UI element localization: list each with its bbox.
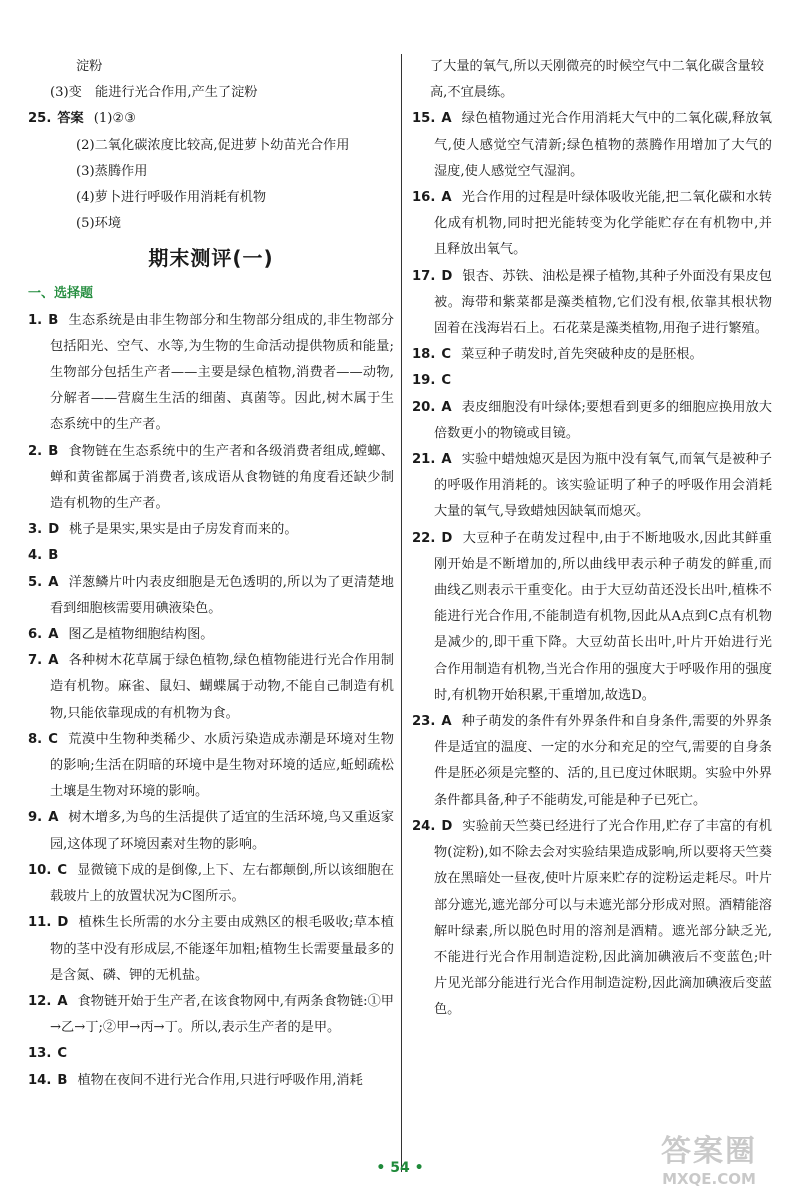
- answer-explanation: 荒漠中生物种类稀少、水质污染造成赤潮是环境对生物的影响;生活在阴暗的环境中是生物对环境的适应,蚯蚓疏松土壤是生物对环境的影响。: [50, 731, 394, 800]
- answer-explanation: 生态系统是由非生物部分和生物部分组成的,非生物部分包括阳光、空气、水等,为生物的生命活动提供物质和能量;生物部分包括生产者——主要是绿色植物,消费者——动物,分解者——营腐生生活的细菌、真菌等。因此,树木属于生态系统中的生产者。: [50, 312, 394, 433]
- left-column: [28, 54, 394, 1094]
- answer-number: 7.: [28, 653, 43, 669]
- answer-explanation: 显微镜下成的是倒像,上下、左右都颠倒,所以该细胞在载玻片上的放置状况为C图所示。: [50, 862, 394, 905]
- answer-choice: B: [48, 443, 59, 459]
- answer-item: [412, 814, 772, 1024]
- answer-24-part-3: (3)变 能进行光合作用,产生了淀粉: [50, 85, 258, 101]
- answer-number: 10.: [28, 862, 52, 878]
- answer-choice: A: [48, 627, 59, 643]
- answer-25-part-5: (5)环境: [76, 216, 122, 232]
- answer-item: [28, 989, 394, 1041]
- answer-choice: A: [441, 452, 452, 468]
- answer-choice: A: [441, 399, 452, 415]
- answer-choice: A: [48, 653, 59, 669]
- answer-explanation: 洋葱鳞片叶内表皮细胞是无色透明的,所以为了更清楚地看到细胞核需要用碘液染色。: [50, 574, 394, 616]
- answer-choice: C: [441, 347, 452, 363]
- answer-item: [412, 106, 772, 185]
- answer-explanation: 树木增多,为鸟的生活提供了适宜的生活环境,鸟又重返家园,这体现了环境因素对生物的影响。: [50, 810, 394, 852]
- answer-item: [412, 526, 772, 709]
- answer-item: [28, 648, 394, 727]
- left-answer-list: [28, 308, 394, 1094]
- answer-choice: D: [441, 530, 453, 546]
- answer-choice: B: [48, 548, 59, 564]
- answer-number: 21.: [412, 452, 436, 468]
- answer-explanation: 绿色植物通过光合作用消耗大气中的二氧化碳,释放氧气,使人感觉空气清新;绿色植物的蒸腾作用增加了大气的湿度,使人感觉空气湿润。: [434, 111, 772, 179]
- answer-explanation: 菜豆种子萌发时,首先突破种皮的是胚根。: [461, 347, 703, 363]
- answer-number: 9.: [28, 810, 43, 826]
- section-title: 期末测评(一): [148, 246, 274, 271]
- answer-25-part-1: (1)②③: [93, 111, 137, 127]
- section-heading: 一、选择题: [28, 286, 94, 302]
- answer-number: 20.: [412, 399, 436, 415]
- answer-25-part-3: (3)蒸腾作用: [76, 163, 148, 179]
- watermark-en: MXQE.COM: [662, 1170, 756, 1188]
- answer-item: [412, 447, 772, 526]
- answer-item: [412, 709, 772, 814]
- answer-choice: B: [48, 312, 59, 328]
- answer-item: [28, 1068, 394, 1094]
- answer-choice: A: [441, 111, 452, 127]
- answer-number: 15.: [412, 111, 436, 127]
- answer-choice: C: [48, 731, 58, 747]
- watermark-cn: 答案圈: [661, 1134, 757, 1169]
- answer-item: [28, 517, 394, 543]
- answer-choice: A: [48, 810, 59, 826]
- answer-continuation: 淀粉: [76, 59, 103, 74]
- answer-choice: B: [57, 1072, 68, 1088]
- answer-choice: A: [441, 714, 452, 730]
- answer-number: 16.: [412, 190, 436, 206]
- answer-explanation: 实验中蜡烛熄灭是因为瓶中没有氧气,而氧气是被种子的呼吸作用消耗的。该实验证明了种子的呼吸作用会消耗大量的氧气,导致蜡烛因缺氧而熄灭。: [434, 452, 772, 520]
- answer-choice: D: [48, 522, 60, 538]
- answer-explanation: 植物在夜间不进行光合作用,只进行呼吸作用,消耗: [77, 1072, 363, 1088]
- answer-explanation: 植株生长所需的水分主要由成熟区的根毛吸收;草本植物的茎中没有形成层,不能逐年加粗;植物生长需要量最多的是含氮、磷、钾的无机盐。: [50, 915, 394, 983]
- answer-number: 17.: [412, 268, 436, 284]
- answer-explanation: 各种树木花草属于绿色植物,绿色植物能进行光合作用制造有机物。麻雀、鼠妇、蝴蝶属于动物,不能自己制造有机物,只能依靠现成的有机物为食。: [50, 653, 394, 721]
- answer-item: [28, 543, 394, 569]
- answer-item: [412, 264, 772, 343]
- answer-number: 18.: [412, 347, 436, 363]
- answer-number: 23.: [412, 714, 436, 730]
- answer-choice: C: [441, 373, 452, 389]
- answer-number: 24.: [412, 818, 436, 834]
- answer-choice: D: [441, 818, 453, 834]
- answer-number: 22.: [412, 530, 436, 546]
- right-column: [412, 54, 772, 1024]
- answer-number: 4.: [28, 548, 43, 564]
- answer-explanation: 种子萌发的条件有外界条件和自身条件,需要的外界条件是适宜的温度、一定的水分和充足的空气,需要的自身条件是胚必须是完整的、活的,且已度过休眠期。实验中外界条件都具备,种子不能萌发,可能是种子已死亡。: [434, 714, 772, 808]
- answer-number: 5.: [28, 574, 43, 590]
- answer-explanation: 食物链在生态系统中的生产者和各级消费者组成,螳螂、蝉和黄雀都属于消费者,该成语从食物链的角度看还缺少制造有机物的生产者。: [50, 443, 394, 512]
- answer-explanation: 桃子是果实,果实是由子房发育而来的。: [69, 522, 298, 538]
- answer-number: 13.: [28, 1046, 52, 1062]
- answer-number: 14.: [28, 1072, 52, 1088]
- answer-item: [28, 439, 394, 518]
- answer-number: 19.: [412, 373, 436, 389]
- column-divider: [401, 54, 402, 1172]
- answer-number: 8.: [28, 731, 43, 747]
- answer-14-continuation: 了大量的氧气,所以天刚微亮的时候空气中二氧化碳含量较高,不宜晨练。: [430, 59, 764, 101]
- answer-number: 11.: [28, 915, 52, 931]
- answer-explanation: 银杏、苏铁、油松是裸子植物,其种子外面没有果皮包被。海带和紫菜都是藻类植物,它们没有根,依靠其根状物固着在浅海岩石上。石花菜是藻类植物,用孢子进行繁殖。: [434, 268, 772, 337]
- right-answer-list: [412, 106, 772, 1023]
- answer-25-number: 25.: [28, 111, 52, 127]
- answer-25: [28, 106, 394, 132]
- answer-number: 2.: [28, 443, 43, 459]
- answer-item: [28, 910, 394, 989]
- answer-explanation: 大豆种子在萌发过程中,由于不断地吸水,因此其鲜重刚开始是不断增加的,所以曲线甲表示种子萌发的鲜重,而曲线乙则表示干重变化。由于大豆幼苗还没长出叶,植株不能进行光合作用,不能制造有机物,因此从A点到C点有机物是减少的,即干重下降。大豆幼苗长出叶,叶片开始进行光合作用制造有机物,当光合作用的强度大于呼吸作用的强度时,有机物开始积累,干重增加,故选D。: [434, 530, 772, 703]
- answer-item: [28, 858, 394, 910]
- answer-explanation: 图乙是植物细胞结构图。: [68, 627, 214, 643]
- answer-number: 1.: [28, 312, 43, 328]
- answer-choice: A: [441, 190, 452, 206]
- answer-explanation: 光合作用的过程是叶绿体吸收光能,把二氧化碳和水转化成有机物,同时把光能转变为化学能贮存在有机物中,并且释放出氧气。: [434, 190, 772, 258]
- page-number: • 54 •: [376, 1160, 424, 1176]
- answer-choice: C: [57, 862, 68, 878]
- answer-25-label: 答案: [57, 111, 84, 127]
- answer-number: 12.: [28, 993, 52, 1009]
- answer-item: [412, 368, 772, 394]
- answer-item: [28, 622, 394, 648]
- answer-number: 6.: [28, 627, 43, 643]
- answer-explanation: 食物链开始于生产者,在该食物网中,有两条食物链:①甲→乙→丁;②甲→丙→丁。所以,表示生产者的是甲。: [50, 993, 394, 1036]
- answer-item: [28, 308, 394, 439]
- answer-25-part-2: (2)二氧化碳浓度比较高,促进萝卜幼苗光合作用: [76, 137, 350, 153]
- answer-item: [412, 395, 772, 447]
- answer-explanation: 实验前天竺葵已经进行了光合作用,贮存了丰富的有机物(淀粉),如不除去会对实验结果造成影响,所以要将天竺葵放在黑暗处一昼夜,使叶片原来贮存的淀粉运走耗尽。叶片部分遮光,遮光部分可以与未遮光部分形成对照。酒精能溶解叶绿素,所以脱色时用的溶剂是酒精。遮光部分缺乏光,不能进行光合作用制造淀粉,因此滴加碘液后不变蓝色;叶片见光部分能进行光合作用制造淀粉,因此滴加碘液后变蓝色。: [434, 818, 772, 1018]
- answer-choice: C: [57, 1046, 68, 1062]
- answer-item: [412, 342, 772, 368]
- answer-25-part-4: (4)萝卜进行呼吸作用消耗有机物: [76, 190, 267, 206]
- answer-choice: A: [48, 574, 59, 590]
- answer-explanation: 表皮细胞没有叶绿体;要想看到更多的细胞应换用放大倍数更小的物镜或目镜。: [434, 399, 772, 441]
- answer-choice: A: [57, 993, 68, 1009]
- answer-item: [412, 185, 772, 264]
- answer-item: [28, 1041, 394, 1067]
- watermark-logo: [634, 1134, 784, 1192]
- answer-item: [28, 805, 394, 857]
- answer-item: [28, 727, 394, 806]
- answer-number: 3.: [28, 522, 43, 538]
- answer-choice: D: [57, 915, 69, 931]
- answer-choice: D: [441, 268, 453, 284]
- answer-item: [28, 570, 394, 622]
